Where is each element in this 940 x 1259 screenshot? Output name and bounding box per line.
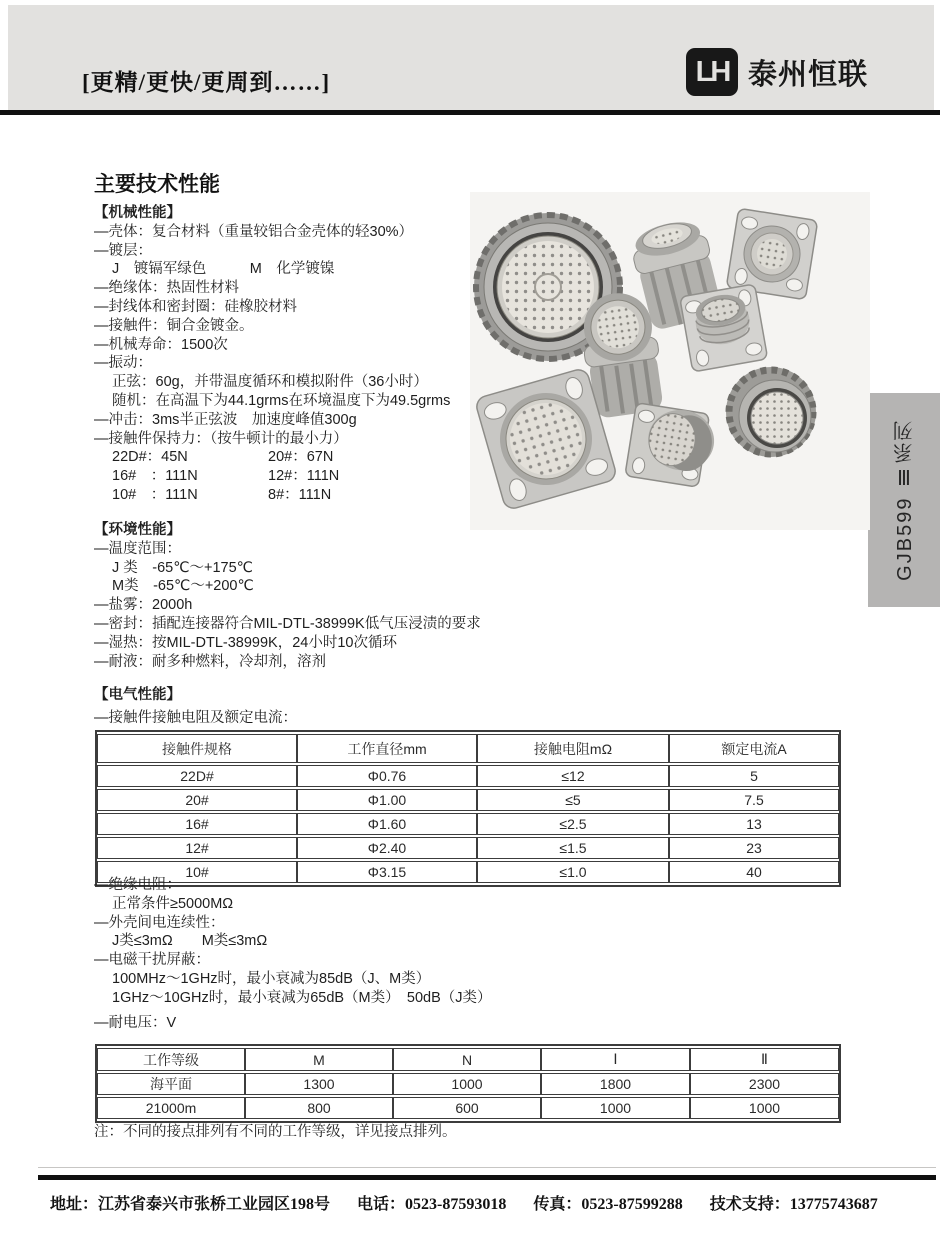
footer-thin-divider (38, 1167, 936, 1168)
section-mechanical (94, 204, 450, 505)
retention-value: 22D#：45N (112, 449, 188, 466)
column-header: Ⅰ (541, 1048, 690, 1071)
retention-value: 20#：67N (268, 449, 334, 466)
table-row (97, 1097, 839, 1119)
table-cell: ≤1.5 (477, 837, 669, 859)
connectors-photo (470, 192, 870, 530)
table-row (97, 1073, 839, 1095)
spec-line: —外壳间电连续性： (94, 914, 225, 931)
spec-line: J 镀镉军绿色 M 化学镀镍 (112, 261, 335, 278)
retention-value: 8#：111N (268, 486, 332, 503)
table-row (97, 813, 839, 835)
retention-value: 12#：111N (268, 468, 340, 485)
spec-line: J类≤3mΩ M类≤3mΩ (112, 933, 268, 950)
spec-line: —镀层： (94, 242, 152, 259)
company-name: 泰州恒联 (748, 58, 869, 91)
footer-fax: 传真：0523-87599288 (533, 1196, 683, 1213)
table-cell: 2300 (690, 1073, 839, 1095)
footer-rule (38, 1175, 936, 1180)
spec-line: M类 -65℃～+200℃ (112, 578, 254, 595)
retention-row (94, 486, 450, 505)
spec-line: —盐雾：2000h (94, 597, 193, 614)
spec-line: —温度范围： (94, 540, 181, 557)
spec-line: 正弦：60g，并带温度循环和模拟附件（36小时） (112, 374, 428, 391)
table-cell: 12# (97, 837, 297, 859)
company-logo (686, 48, 868, 96)
electrical-heading: 【电气性能】 (94, 687, 181, 703)
column-header: 额定电流A (669, 734, 839, 763)
table-cell: 1300 (245, 1073, 393, 1095)
logo-lh-icon: LH (686, 48, 738, 96)
spec-line: —冲击：3ms半正弦波 加速度峰值300g (94, 411, 357, 428)
table-cell: 13 (669, 813, 839, 835)
spec-line: 100MHz～1GHz时，最小衰减为85dB（J、M类） (112, 970, 431, 987)
table-cell: 1800 (541, 1073, 690, 1095)
table-cell: 10# (97, 861, 297, 883)
column-header: 工作直径mm (297, 734, 477, 763)
retention-row (94, 448, 450, 467)
section-environmental (94, 521, 481, 671)
header-slogan: [更精/更快/更周到……] (82, 70, 331, 95)
connector-round-socket (726, 367, 816, 457)
table-row (97, 837, 839, 859)
table-cell: ≤5 (477, 789, 669, 811)
spec-line: —电磁干扰屏蔽： (94, 952, 210, 969)
spec-line: —接触件：铜合金镀金。 (94, 317, 254, 334)
series-side-tab-label: GJB599 Ⅲ系列 (893, 419, 916, 581)
connector-flange-threaded (680, 284, 768, 372)
retention-row (94, 467, 450, 486)
spec-line: 随机：在高温下为44.1grms在环境温度下为49.5grms (112, 392, 451, 409)
column-header: Ⅱ (690, 1048, 839, 1071)
table-cell: 5 (669, 765, 839, 787)
spec-line: J 类 -65℃～+175℃ (112, 559, 253, 576)
table-cell: ≤12 (477, 765, 669, 787)
footer (50, 1191, 920, 1214)
spec-line: —机械寿命：1500次 (94, 336, 228, 353)
table-cell: Φ1.00 (297, 789, 477, 811)
retention-value: 10# ：111N (112, 486, 198, 503)
spec-line: —耐液：耐多种燃料，冷却剂，溶剂 (94, 653, 326, 670)
spec-line: 1GHz～10GHz时，最小衰减为65dB（M类） 50dB（J类） (112, 989, 492, 1006)
table-row (97, 789, 839, 811)
table-cell: Φ3.15 (297, 861, 477, 883)
table-cell: 1000 (690, 1097, 839, 1119)
spec-line: —湿热：按MIL-DTL-38999K，24小时10次循环 (94, 634, 397, 651)
spec-line: —接触件接触电阻及额定电流： (94, 709, 297, 726)
environmental-heading: 【环境性能】 (94, 522, 181, 538)
table-cell: 1000 (541, 1097, 690, 1119)
header-rule (0, 110, 940, 115)
table-row (97, 765, 839, 787)
column-header: N (393, 1048, 541, 1071)
spec-line: —接触件保持力：（按牛顿计的最小力） (94, 430, 348, 447)
column-header: 接触件规格 (97, 734, 297, 763)
table-cell: 20# (97, 789, 297, 811)
table-cell: Φ2.40 (297, 837, 477, 859)
table-cell: 海平面 (97, 1073, 245, 1095)
table-cell: Φ0.76 (297, 765, 477, 787)
table-cell: 23 (669, 837, 839, 859)
column-header: M (245, 1048, 393, 1071)
column-header: 工作等级 (97, 1048, 245, 1071)
spec-line: —密封：插配连接器符合MIL-DTL-38999K低气压浸渍的要求 (94, 615, 481, 632)
table-cell: ≤1.0 (477, 861, 669, 883)
retention-value: 16# ：111N (112, 468, 198, 485)
spec-line: —振动： (94, 355, 152, 372)
table-note: 注：不同的接点排列有不同的工作等级，详见接点排列。 (94, 1124, 457, 1140)
table-cell: Φ1.60 (297, 813, 477, 835)
contact-resistance-table (95, 730, 841, 887)
mechanical-heading: 【机械性能】 (94, 205, 181, 221)
spec-line: —绝缘电阻： (94, 877, 181, 893)
column-header: 接触电阻mΩ (477, 734, 669, 763)
spec-line: —耐电压：V (94, 1014, 177, 1031)
table-cell: 7.5 (669, 789, 839, 811)
section-electrical (94, 686, 297, 728)
section-electrical-details (94, 876, 492, 1032)
footer-address: 地址：江苏省泰兴市张桥工业园区198号 (50, 1196, 331, 1213)
spec-line: —绝缘体：热固性材料 (94, 280, 239, 297)
table-cell: ≤2.5 (477, 813, 669, 835)
table-cell: 21000m (97, 1097, 245, 1119)
spec-line: —壳体：复合材料（重量较铝合金壳体的轻30%） (94, 223, 414, 240)
spec-line: 正常条件≥5000MΩ (112, 895, 234, 912)
table-cell: 22D# (97, 765, 297, 787)
table-cell: 1000 (393, 1073, 541, 1095)
table-cell: 16# (97, 813, 297, 835)
series-side-tab (868, 393, 940, 607)
footer-phone: 电话：0523-87593018 (357, 1196, 507, 1213)
table-header-row (97, 1048, 839, 1071)
footer-support: 技术支持：13775743687 (709, 1196, 878, 1213)
table-cell: 600 (393, 1097, 541, 1119)
page-title: 主要技术性能 (94, 173, 220, 196)
spec-line: —封线体和密封圈：硅橡胶材料 (94, 298, 297, 315)
working-voltage-table (95, 1044, 841, 1123)
table-cell: 800 (245, 1097, 393, 1119)
table-header-row (97, 734, 839, 763)
table-cell: 40 (669, 861, 839, 883)
